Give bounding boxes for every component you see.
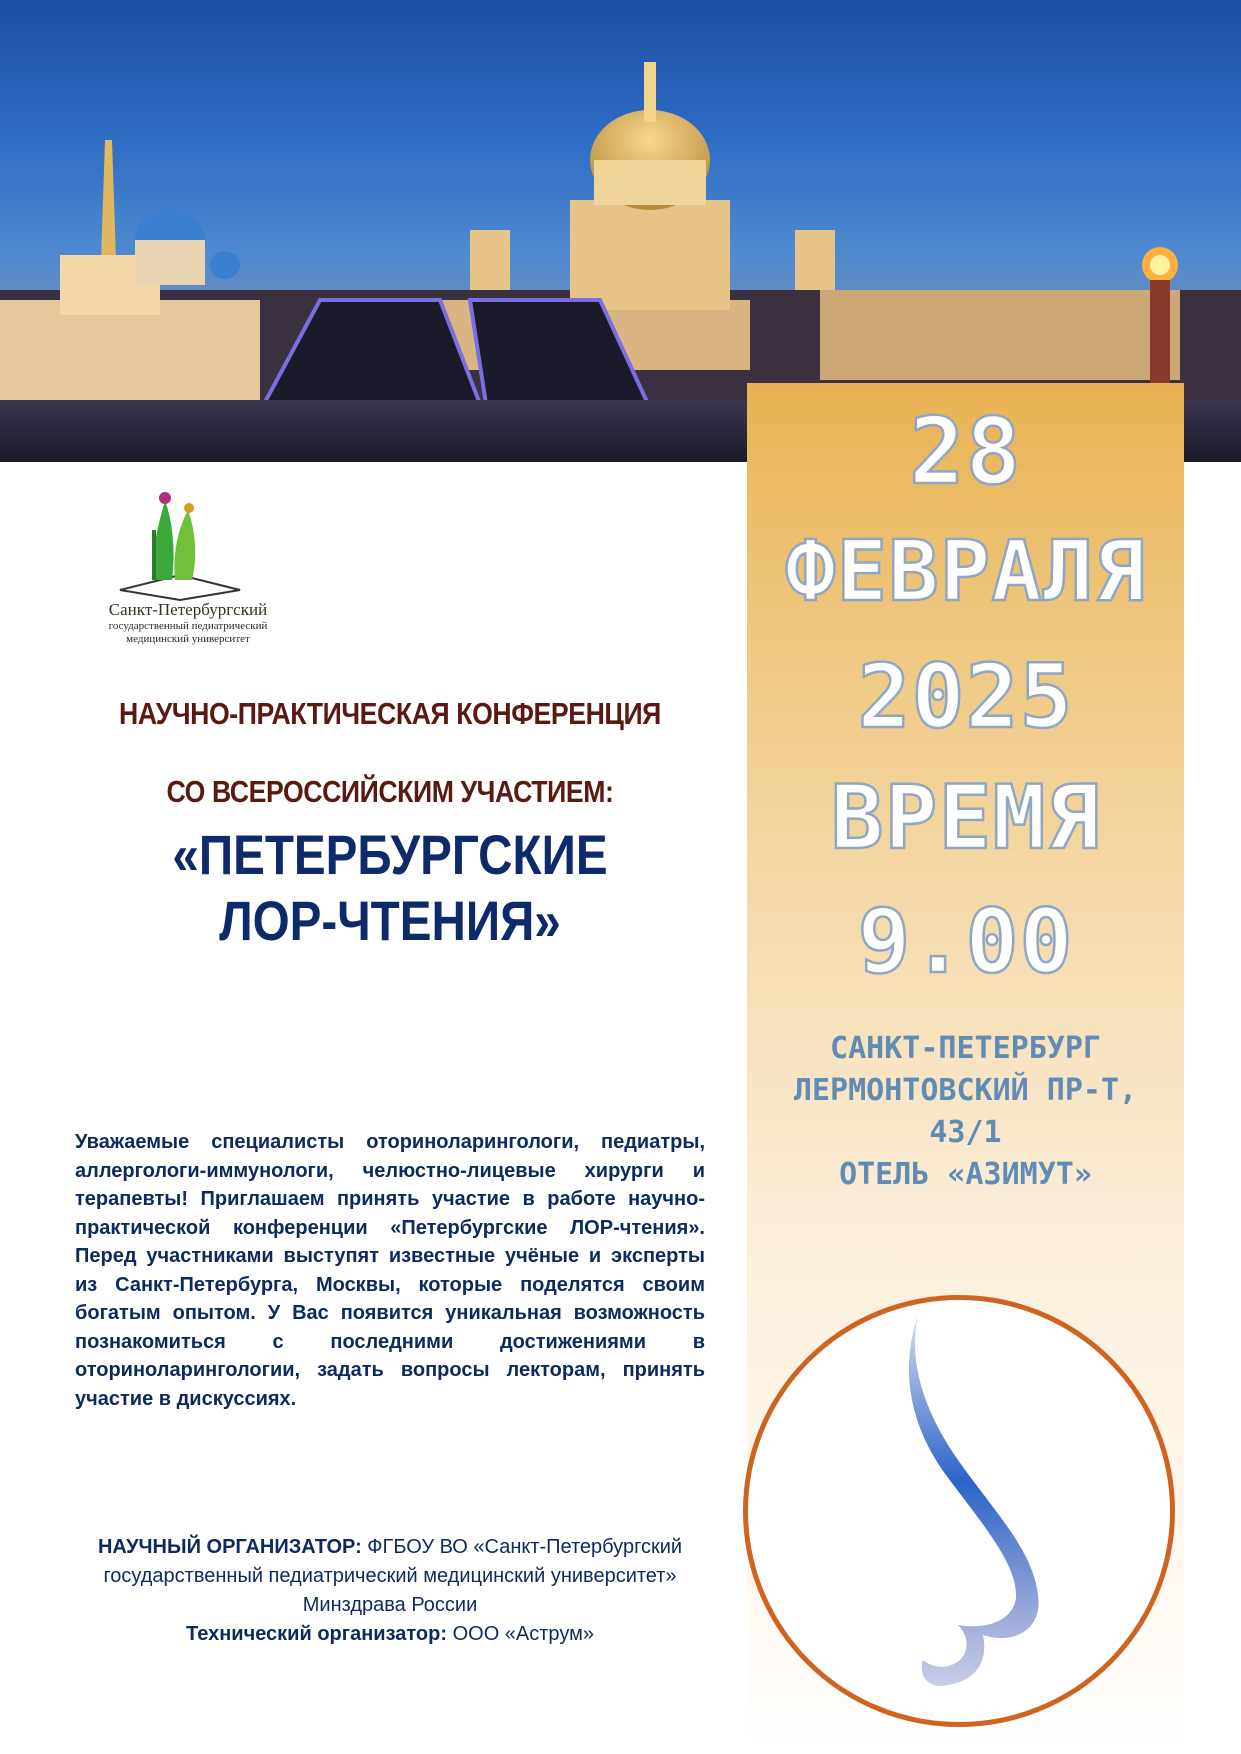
conference-scope: СО ВСЕРОССИЙСКИМ УЧАСТИЕМ:	[166, 774, 614, 809]
venue-address	[747, 1028, 1184, 1196]
university-emblem-icon	[80, 490, 280, 610]
event-year: 2025	[857, 645, 1074, 748]
scientific-organizer-value: ФГБОУ ВО «Санкт-Петербургский государственный педиатрический медицинский университет» Минздрава России	[103, 1536, 683, 1616]
venue-hotel: ОТЕЛЬ «АЗИМУТ»	[839, 1157, 1092, 1192]
venue-building: 43/1	[929, 1115, 1002, 1150]
conference-name-line2: ЛОР-ЧТЕНИЯ»	[219, 889, 561, 952]
nose-profile-icon	[748, 1300, 1170, 1722]
invitation-text: Уважаемые специалисты оториноларингологи, педиатры, аллергологи-иммунологи, челюстно-лицевые хирурги и терапевты! Приглашаем принять участие в работе научно-практической конференции «Петербургские ЛОР-чтения». Перед участниками выступят известные учёные и эксперты из Санкт-Петербурга, Москвы, которые поделятся своим богатым опытом. У Вас появится уникальная возможность познакомиться с последними достижениями в оториноларингологии, задать вопросы лекторам, принять участие в дискуссиях.	[75, 1131, 705, 1410]
university-name-line1: Санкт-Петербургский	[108, 600, 268, 619]
venue-city: САНКТ-ПЕТЕРБУРГ	[830, 1031, 1101, 1066]
university-name	[78, 600, 298, 646]
technical-organizer-label: Технический организатор:	[186, 1623, 453, 1645]
conference-name	[93, 822, 688, 954]
nose-emblem	[743, 1295, 1175, 1727]
technical-organizer-value: ООО «Аструм»	[452, 1623, 594, 1645]
university-name-line3: медицинский университет	[126, 633, 250, 645]
conference-type: НАУЧНО-ПРАКТИЧЕСКАЯ КОНФЕРЕНЦИЯ	[119, 696, 661, 731]
scientific-organizer-label: НАУЧНЫЙ ОРГАНИЗАТОР:	[97, 1536, 368, 1558]
conference-name-line1: «ПЕТЕРБУРГСКИЕ	[172, 823, 608, 886]
venue-street: ЛЕРМОНТОВСКИЙ ПР-Т,	[793, 1073, 1138, 1108]
university-name-line2: государственный педиатрический	[108, 620, 268, 632]
event-day: 28	[909, 398, 1022, 505]
event-month: ФЕВРАЛЯ	[784, 522, 1146, 620]
organizers	[60, 1533, 720, 1649]
time-label: ВРЕМЯ	[830, 766, 1101, 869]
event-time: 9.00	[857, 890, 1074, 993]
